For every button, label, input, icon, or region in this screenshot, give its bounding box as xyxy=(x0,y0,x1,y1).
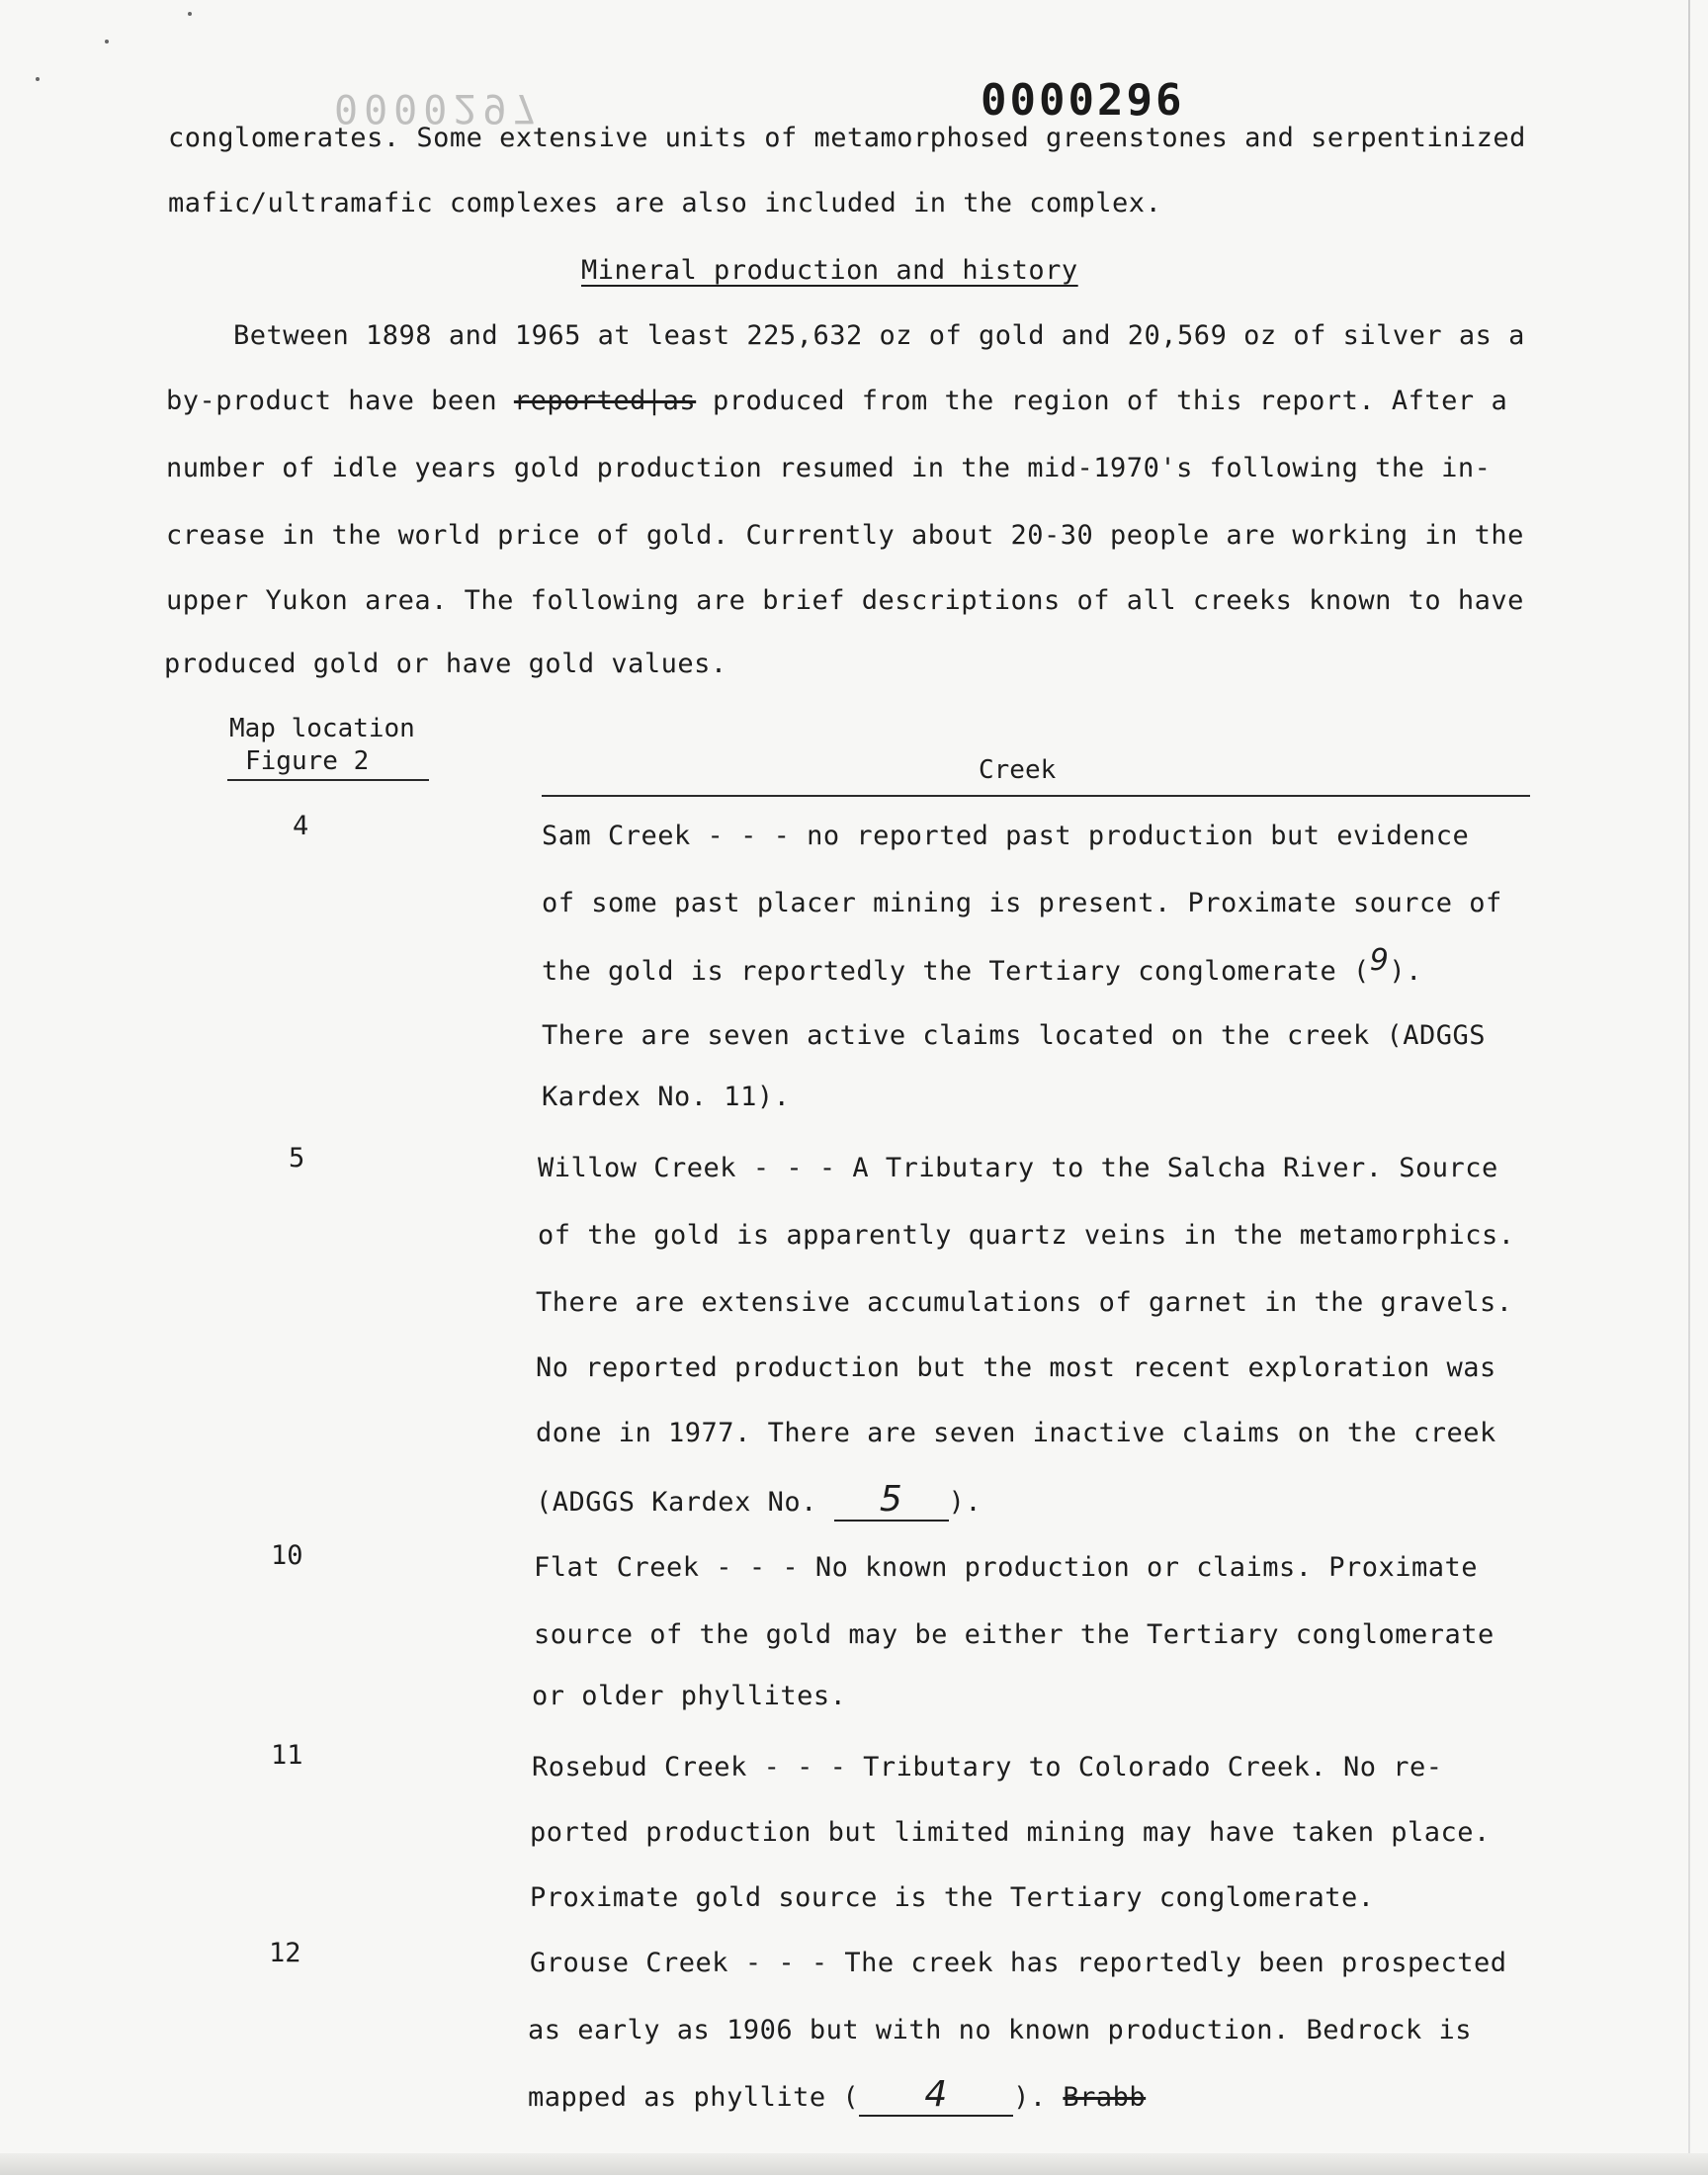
creek-line: Rosebud Creek - - - Tributary to Colorado Creek. No re- xyxy=(532,1752,1443,1783)
column-header-creek: Creek xyxy=(979,755,1057,785)
column-rule-map xyxy=(227,779,429,781)
column-rule-creek xyxy=(542,795,1530,797)
creek-line: Kardex No. 11). xyxy=(542,1082,791,1112)
creek-text: ). xyxy=(1013,2082,1047,2113)
intro-line: conglomerates. Some extensive units of metamorphosed greenstones and serpentinized xyxy=(168,123,1526,153)
paragraph-line: Between 1898 and 1965 at least 225,632 oz of gold and 20,569 oz of silver as a xyxy=(233,320,1525,351)
paragraph-text: by-product have been xyxy=(166,386,514,416)
creek-line: of some past placer mining is present. Proximate source of xyxy=(542,888,1502,918)
paragraph-line: upper Yukon area. The following are brief descriptions of all creeks known to have xyxy=(166,585,1524,616)
creek-text: ). xyxy=(1389,956,1422,987)
paragraph-line: number of idle years gold production resumed in the mid-1970's following the in- xyxy=(166,453,1492,483)
map-location-number: 4 xyxy=(293,811,309,841)
map-location-number: 11 xyxy=(271,1740,303,1771)
creek-text: ). xyxy=(948,1487,982,1518)
creek-text: (ADGGS Kardex No. xyxy=(536,1487,834,1518)
map-location-number: 10 xyxy=(271,1540,303,1571)
creek-line xyxy=(542,943,1422,988)
map-location-number: 12 xyxy=(269,1938,301,1968)
handwritten-value: 4 xyxy=(924,2074,948,2115)
creek-line: Willow Creek - - - A Tributary to the Salcha River. Source xyxy=(538,1153,1498,1183)
page-edge xyxy=(1688,0,1690,2175)
creek-line xyxy=(528,2074,1146,2117)
scan-speck xyxy=(188,12,192,16)
page-stamp-number: 0000296 xyxy=(981,75,1185,126)
scan-speck xyxy=(105,40,109,44)
creek-line: There are extensive accumulations of garnet in the gravels. xyxy=(536,1287,1513,1318)
creek-line: Sam Creek - - - no reported past production but evidence xyxy=(542,821,1470,851)
creek-line: as early as 1906 but with no known production. Bedrock is xyxy=(528,2015,1473,2045)
handwritten-value: 9 xyxy=(1369,943,1390,978)
handwritten-blank xyxy=(859,2074,1013,2117)
ghost-page-number: 0000297 xyxy=(334,85,543,130)
handwritten-blank xyxy=(834,1479,949,1522)
scan-speck xyxy=(36,77,40,81)
handwritten-value: 5 xyxy=(879,1479,903,1520)
creek-line xyxy=(536,1479,982,1522)
paragraph-text: produced from the region of this report. After a xyxy=(696,386,1508,416)
column-header-figure: Figure 2 xyxy=(245,746,370,776)
section-heading: Mineral production and history xyxy=(581,255,1078,286)
creek-line: of the gold is apparently quartz veins in the metamorphics. xyxy=(538,1220,1515,1251)
creek-line: No reported production but the most recent exploration was xyxy=(536,1352,1496,1383)
creek-text: the gold is reportedly the Tertiary conglomerate ( xyxy=(542,956,1370,987)
column-header-map-location: Map location xyxy=(229,714,415,743)
paragraph-line xyxy=(166,386,1507,416)
paragraph-line: produced gold or have gold values. xyxy=(164,649,727,679)
creek-text: mapped as phyllite ( xyxy=(528,2082,860,2113)
creek-line: Proximate gold source is the Tertiary conglomerate. xyxy=(530,1882,1375,1913)
intro-line: mafic/ultramafic complexes are also included in the complex. xyxy=(168,188,1162,218)
creek-line: Flat Creek - - - No known production or claims. Proximate xyxy=(534,1552,1479,1583)
scan-bottom-edge xyxy=(0,2153,1708,2175)
struck-text: Brabb xyxy=(1063,2082,1147,2113)
creek-line: done in 1977. There are seven inactive claims on the creek xyxy=(536,1418,1496,1448)
creek-line: There are seven active claims located on the creek (ADGGS xyxy=(542,1020,1487,1051)
creek-line: or older phyllites. xyxy=(532,1681,847,1711)
creek-line: ported production but limited mining may have taken place. xyxy=(530,1817,1491,1848)
struck-text: reported|as xyxy=(513,386,697,416)
map-location-number: 5 xyxy=(289,1143,305,1174)
creek-line: source of the gold may be either the Tertiary conglomerate xyxy=(534,1619,1494,1650)
paragraph-line: crease in the world price of gold. Currently about 20-30 people are working in the xyxy=(166,520,1524,551)
creek-line: Grouse Creek - - - The creek has reportedly been prospected xyxy=(530,1948,1507,1978)
